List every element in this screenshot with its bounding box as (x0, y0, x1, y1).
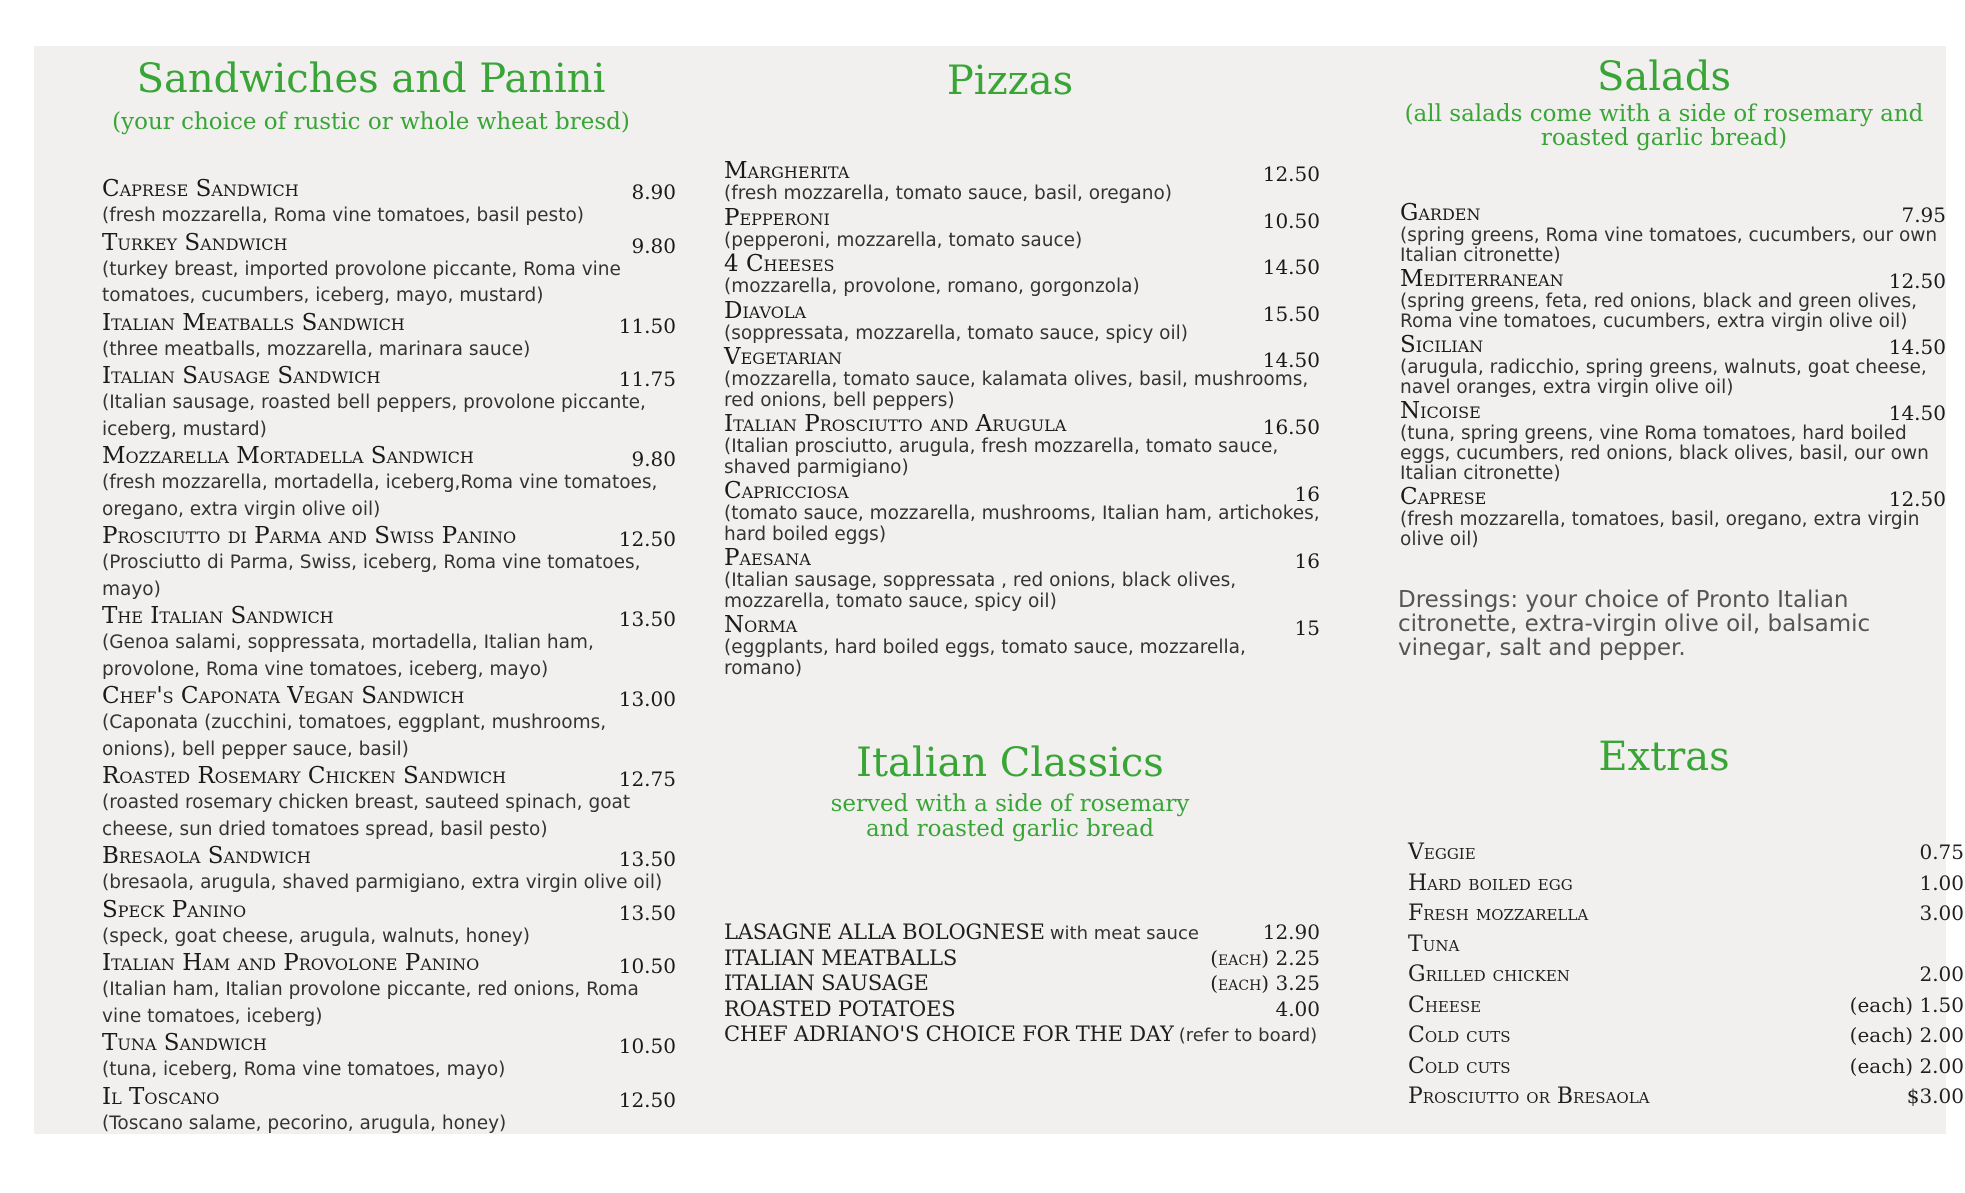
menu-panel (34, 46, 1964, 1134)
sandwich-item (102, 523, 676, 603)
sandwich-item-name: The Italian Sandwich (102, 603, 334, 629)
pizzas-section (690, 46, 1330, 1134)
salad-item (1400, 484, 1946, 550)
sandwich-item-description: (Italian ham, Italian provolone piccante, red onions, Roma vine tomatoes, iceberg) (102, 979, 639, 1027)
extra-item-price: 1.00 (1919, 870, 1964, 895)
classic-item-price-group (1263, 920, 1320, 944)
pizza-item-name: Diavola (724, 297, 807, 324)
extra-item (1408, 993, 1964, 1024)
classics-list (724, 920, 1320, 1048)
sandwich-item-description: (Prosciutto di Parma, Swiss, iceberg, Roma vine tomatoes, mayo) (102, 552, 641, 600)
salad-item-price: 14.50 (1888, 335, 1946, 359)
extra-item (1408, 962, 1964, 993)
pizza-item-description: (fresh mozzarella, tomato sauce, basil, oregano) (724, 183, 1173, 204)
extra-item-name: Fresh mozzarella (1408, 901, 1589, 926)
salad-item (1400, 398, 1946, 484)
classic-item (724, 1022, 1320, 1048)
extra-item (1408, 901, 1964, 932)
sandwich-item-name: Speck Panino (102, 896, 247, 923)
sandwich-item (102, 603, 676, 683)
classic-item-price-group (1275, 997, 1320, 1021)
salad-item-name: Garden (1400, 200, 1481, 226)
sandwich-item-name: Turkey Sandwich (102, 229, 288, 256)
sandwich-item-description: (fresh mozzarella, mortadella, iceberg,Roma vine tomatoes, oregano, extra virgin olive oil) (102, 472, 658, 520)
classics-subtitle-line2: and roasted garlic bread (866, 816, 1154, 842)
sandwich-item (102, 950, 676, 1030)
sandwich-item-name: Italian Meatballs Sandwich (102, 309, 405, 336)
sandwich-item (102, 843, 676, 897)
sandwich-item-name: Il Toscano (102, 1083, 220, 1110)
dressings-note: Dressings: your choice of Pronto Italian citronette, extra-virgin olive oil, balsamic vinegar, salt and pepper. (1398, 587, 1871, 661)
salad-item-description: (spring greens, feta, red onions, black and green olives, Roma vine tomatoes, cucumbers, extra virgin olive oil) (1400, 291, 1918, 332)
pizza-item-description: (mozzarella, provolone, romano, gorgonzola) (724, 276, 1140, 297)
sandwich-item-price: 11.75 (618, 367, 676, 391)
sandwich-list (102, 176, 676, 1137)
sandwich-item (102, 443, 676, 523)
classic-item-price: 3.25 (1275, 971, 1320, 995)
extra-item-price: 0.75 (1919, 840, 1964, 864)
pizza-item-description: (Italian sausage, soppressata , red onions, black olives, mozzarella, tomato sauce, spicy oil) (724, 570, 1237, 612)
sandwich-item (102, 683, 676, 763)
extra-item-name: Tuna (1408, 931, 1460, 957)
salad-item (1400, 332, 1946, 398)
extra-item-price: (each) 2.00 (1849, 1053, 1964, 1078)
salad-item (1400, 200, 1946, 266)
classic-item (724, 946, 1320, 972)
pizza-item-description: (mozzarella, tomato sauce, kalamata olives, basil, mushrooms, red onions, bell peppers) (724, 369, 1309, 411)
pizza-item-price: 15 (1294, 616, 1320, 640)
extra-item (1408, 1084, 1964, 1115)
classic-item-name: ITALIAN MEATBALLS (724, 945, 958, 970)
sandwich-item-description: (three meatballs, mozzarella, marinara sauce) (102, 338, 531, 360)
sandwich-item-name: Bresaola Sandwich (102, 843, 311, 869)
sandwiches-section (68, 46, 674, 1134)
sandwich-item-price: 13.00 (618, 687, 676, 711)
sandwich-item-name: Tuna Sandwich (102, 1030, 267, 1056)
salad-item-price: 7.95 (1901, 203, 1946, 227)
sandwich-item-description: (Italian sausage, roasted bell peppers, provolone piccante, iceberg, mustard) (102, 392, 646, 440)
salads-subtitle-line1: (all salads come with a side of rosemary and (1404, 101, 1924, 127)
sandwich-item-description: (Caponata (zucchini, tomatoes, eggplant, mushrooms, onions), bell pepper sauce, basil) (102, 712, 607, 760)
sandwich-item-price: 8.90 (631, 180, 676, 204)
pizza-item-price: 16.50 (1262, 415, 1320, 439)
classic-item-each: (each) (1210, 945, 1270, 970)
sandwich-item-name: Italian Ham and Provolone Panino (102, 950, 480, 976)
sandwich-item-description: (fresh mozzarella, Roma vine tomatoes, basil pesto) (102, 205, 584, 226)
pizza-item (724, 298, 1320, 345)
sandwiches-subtitle: (your choice of rustic or whole wheat bresd) (112, 109, 630, 135)
sandwich-item-description: (roasted rosemary chicken breast, sauteed spinach, goat cheese, sun dried tomatoes spread, basil pesto) (102, 792, 631, 840)
sandwiches-title: Sandwiches and Panini (136, 56, 606, 102)
pizza-item (724, 344, 1320, 411)
extra-item-price: 3.00 (1919, 901, 1964, 925)
sandwich-item (102, 363, 676, 443)
extra-item-name: Cold cuts (1408, 1023, 1511, 1048)
extras-list (1408, 840, 1964, 1115)
salads-title: Salads (1596, 54, 1732, 100)
extra-item-name: Cold cuts (1408, 1053, 1511, 1079)
pizza-item-name: 4 Cheeses (724, 251, 835, 277)
classic-item (724, 920, 1320, 946)
sandwich-item-price: 9.80 (631, 447, 676, 471)
classics-subtitle-line1: served with a side of rosemary (830, 791, 1190, 817)
sandwich-item-name: Italian Sausage Sandwich (102, 363, 381, 389)
pizza-item-description: (soppressata, mozzarella, tomato sauce, spicy oil) (724, 322, 1188, 344)
sandwich-item-name: Mozzarella Mortadella Sandwich (102, 443, 474, 469)
pizza-item-description: (tomato sauce, mozzarella, mushrooms, Italian ham, artichokes, hard boiled eggs) (724, 503, 1320, 545)
salad-item-name: Nicoise (1400, 398, 1481, 424)
sandwich-item (102, 1030, 676, 1084)
classic-item-price-group (1210, 946, 1320, 970)
extra-item-name: Prosciutto or Bresaola (1408, 1084, 1650, 1109)
pizza-item-price: 12.50 (1262, 162, 1320, 186)
classic-item (724, 971, 1320, 997)
pizza-item-price: 16 (1294, 549, 1320, 573)
extra-item-price: $3.00 (1906, 1084, 1964, 1108)
sandwich-item-name: Chef's Caponata Vegan Sandwich (102, 683, 465, 709)
pizza-item (724, 251, 1320, 298)
pizza-item (724, 545, 1320, 612)
salad-list (1400, 200, 1946, 550)
pizza-item (724, 478, 1320, 545)
sandwich-item-price: 13.50 (618, 847, 676, 871)
pizza-item-price: 14.50 (1262, 348, 1320, 372)
extra-item (1408, 932, 1964, 963)
classic-item-each: (each) (1210, 971, 1270, 995)
extra-item-name: Grilled chicken (1408, 962, 1570, 987)
sandwich-item-price: 13.50 (618, 607, 676, 631)
extras-title: Extras (1598, 734, 1730, 780)
salad-item-price: 12.50 (1888, 269, 1946, 293)
sandwich-item (102, 1084, 676, 1138)
classic-item-price: 4.00 (1275, 996, 1320, 1021)
classic-item-note: with meat sauce (1049, 923, 1199, 944)
pizza-item-name: Capricciosa (724, 478, 849, 504)
pizza-item-name: Margherita (724, 158, 850, 184)
sandwich-item (102, 763, 676, 843)
sandwich-item-price: 13.50 (618, 900, 676, 925)
salad-item (1400, 266, 1946, 332)
salad-item-description: (spring greens, Roma vine tomatoes, cucumbers, our own Italian citronette) (1400, 225, 1938, 266)
sandwich-item-price: 12.50 (618, 1087, 676, 1112)
classic-item-name: CHEF ADRIANO'S CHOICE FOR THE DAY (724, 1022, 1174, 1046)
classic-item-name: ROASTED POTATOES (724, 996, 956, 1021)
sandwich-item-price: 12.50 (618, 527, 676, 551)
sandwich-item-price: 12.75 (618, 767, 676, 791)
classic-item-note: (refer to board) (1178, 1025, 1318, 1046)
classic-item-name: ITALIAN SAUSAGE (724, 971, 929, 995)
pizza-list (724, 158, 1320, 679)
salads-section (1346, 46, 1965, 1134)
sandwich-item-description: (tuna, iceberg, Roma vine tomatoes, mayo) (102, 1059, 506, 1080)
sandwich-item-description: (speck, goat cheese, arugula, walnuts, honey) (102, 925, 531, 947)
extra-item (1408, 840, 1964, 871)
extra-item-price: (each) 2.00 (1849, 1023, 1964, 1047)
sandwich-item-name: Prosciutto di Parma and Swiss Panino (102, 523, 517, 549)
pizza-item-description: (Italian prosciutto, arugula, fresh mozzarella, tomato sauce, shaved parmigiano) (724, 436, 1279, 478)
pizza-item (724, 158, 1320, 205)
classic-item-price: 2.25 (1275, 945, 1320, 970)
classic-item (724, 997, 1320, 1023)
salads-subtitle-line2: roasted garlic bread) (1540, 125, 1788, 151)
pizza-item-description: (pepperoni, mozzarella, tomato sauce) (724, 229, 1083, 251)
salad-item-name: Sicilian (1400, 332, 1484, 358)
salad-item-description: (arugula, radicchio, spring greens, walnuts, goat cheese, navel oranges, extra virgin olive oil) (1400, 357, 1927, 398)
sandwich-item-price: 10.50 (618, 954, 676, 978)
sandwich-item-name: Caprese Sandwich (102, 176, 299, 202)
pizza-item (724, 411, 1320, 478)
sandwich-item-description: (Genoa salami, soppressata, mortadella, Italian ham, provolone, Roma vine tomatoes, iceberg, mayo) (102, 632, 594, 680)
extra-item-price: (each) 1.50 (1849, 992, 1964, 1017)
pizza-item-price: 16 (1294, 482, 1320, 506)
sandwich-item-name: Roasted Rosemary Chicken Sandwich (102, 763, 507, 789)
classic-item-price: 12.90 (1262, 920, 1320, 944)
pizza-item-name: Vegetarian (724, 344, 843, 370)
extra-item-name: Veggie (1408, 840, 1476, 865)
sandwich-item (102, 230, 676, 310)
pizza-item-price: 14.50 (1262, 255, 1320, 279)
pizza-item-name: Paesana (724, 545, 811, 571)
classic-item-name: LASAGNE ALLA BOLOGNESE (724, 920, 1045, 944)
salad-item-price: 14.50 (1888, 401, 1946, 425)
extra-item (1408, 871, 1964, 902)
salad-item-price: 12.50 (1888, 487, 1946, 511)
salad-item-name: Caprese (1400, 484, 1487, 510)
salad-item-description: (tuna, spring greens, vine Roma tomatoes, hard boiled eggs, cucumbers, red onions, black olives, basil, our own Italian citronette) (1400, 423, 1929, 484)
pizza-item (724, 205, 1320, 252)
pizza-item (724, 612, 1320, 679)
sandwich-item (102, 176, 676, 230)
pizza-item-price: 15.50 (1262, 301, 1320, 326)
pizza-item-name: Italian Prosciutto and Arugula (724, 411, 1067, 437)
extra-item (1408, 1023, 1964, 1054)
pizzas-title: Pizzas (946, 58, 1074, 104)
salad-item-description: (fresh mozzarella, tomatoes, basil, oregano, extra virgin olive oil) (1400, 509, 1920, 550)
sandwich-item-price: 10.50 (618, 1034, 676, 1058)
sandwich-item-description: (bresaola, arugula, shaved parmigiano, extra virgin olive oil) (102, 872, 663, 893)
extra-item-name: Cheese (1408, 992, 1482, 1018)
sandwich-item-description: (turkey breast, imported provolone piccante, Roma vine tomatoes, cucumbers, iceberg, mayo, mustard) (102, 258, 621, 306)
sandwich-item (102, 310, 676, 364)
classic-item-price-group (1210, 971, 1320, 995)
salad-item-name: Mediterranean (1400, 266, 1564, 292)
extra-item-price: 2.00 (1919, 962, 1964, 986)
pizza-item-description: (eggplants, hard boiled eggs, tomato sauce, mozzarella, romano) (724, 637, 1246, 679)
sandwich-item-price: 9.80 (631, 233, 676, 258)
pizza-item-name: Pepperoni (724, 204, 830, 231)
extra-item (1408, 1054, 1964, 1085)
extra-item-name: Hard boiled egg (1408, 870, 1573, 896)
sandwich-item-description: (Toscano salame, pecorino, arugula, honey) (102, 1112, 507, 1134)
pizza-item-price: 10.50 (1262, 208, 1320, 233)
sandwich-item (102, 897, 676, 951)
sandwich-item-price: 11.50 (618, 313, 676, 338)
classics-title: Italian Classics (856, 740, 1164, 786)
pizza-item-name: Norma (724, 612, 798, 638)
